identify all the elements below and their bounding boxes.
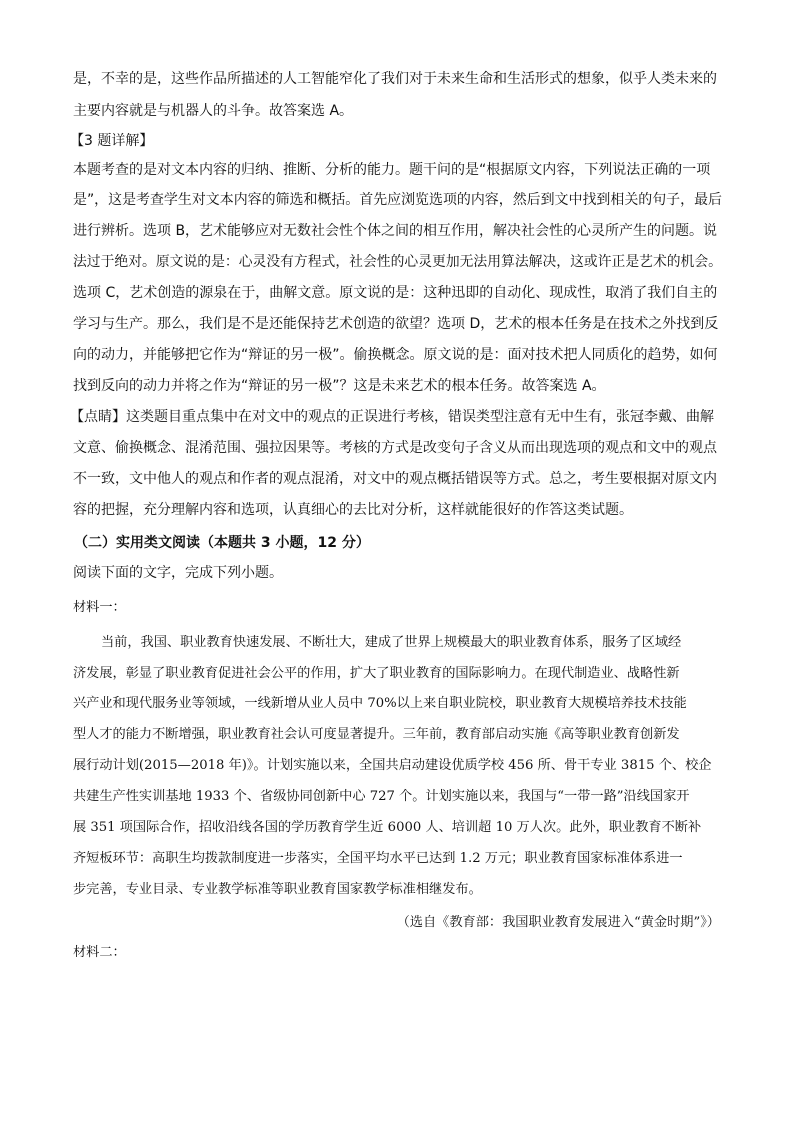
q3-line: 法过于绝对。原文说的是：心灵没有方程式，社会性的心灵更加无法用算法解决，这或许正是艺术的机会。	[73, 254, 722, 270]
material-one-line: 型人才的能力不断增强，职业教育社会认可度显著提升。三年前，教育部启动实施《高等职业教育创新发	[73, 727, 680, 742]
dianjing-line: 不一致，文中他人的观点和作者的观点混淆，对文中的观点概括错误等方式。总之，考生要根据对原文内	[73, 471, 717, 487]
q3-line: 找到反向的动力并将之作为“辩证的另一极”？这是未来艺术的根本任务。故答案选 A。	[73, 378, 606, 394]
q3-line: 进行辨析。选项 B，艺术能够应对无数社会性个体之间的相互作用，解决社会性的心灵所产生的问题。说	[73, 223, 718, 239]
material-one-line: 济发展，彰显了职业教育促进社会公平的作用，扩大了职业教育的国际影响力。在现代制造业、战略性新	[73, 666, 680, 681]
material-one-line: 展 351 项国际合作，招收沿线各国的学历教育学生近 6000 人、培训超 10 万人次。此外，职业教育不断补	[73, 820, 702, 835]
q3-line: 选项 C，艺术创造的源泉在于，曲解文意。原文说的是：这种迅即的自动化、现成性，取消了我们自主的	[73, 285, 718, 301]
material-one-line: 当前，我国、职业教育快速发展、不断壮大，建成了世界上规模最大的职业教育体系，服务了区域经	[101, 635, 682, 650]
section-heading: （二）实用类文阅读（本题共 3 小题，12 分）	[74, 535, 370, 551]
dianjing-line: 【点睛】这类题目重点集中在对文中的观点的正误进行考核，错误类型注意有无中生有，张冠李戴、曲解	[70, 409, 714, 425]
material-one-line: 齐短板环节：高职生均拨款制度进一步落实，全国平均水平已达到 1.2 万元；职业教育国家标准体系进一	[73, 851, 683, 866]
q3-line: 是”，这是考查学生对文本内容的筛选和概括。首先应浏览选项的内容，然后到文中找到相关的句子，最后	[73, 192, 722, 208]
material-one-label: 材料一：	[73, 600, 126, 615]
dianjing-line: 容的把握，充分理解内容和选项，认真细心的去比对分析，这样就能很好的作答这类试题。	[73, 502, 633, 518]
q3-heading: 【3 题详解】	[70, 133, 154, 149]
dianjing-line: 文意、偷换概念、混淆范围、强拉因果等。考核的方式是改变句子含义从而出现选项的观点和文中的观点	[73, 440, 717, 456]
material-one-line: 兴产业和现代服务业等领域，一线新增从业人员中 70%以上来自职业院校，职业教育大规模培养技术技能	[73, 696, 687, 711]
q3-line: 向的动力，并能够把它作为“辩证的另一极”。偷换概念。原文说的是：面对技术把人同质化的趋势，如何	[73, 347, 718, 363]
material-one-source: （选自《教育部：我国职业教育发展进入“黄金时期”》）	[396, 915, 720, 930]
section-instruction: 阅读下面的文字，完成下列小题。	[73, 565, 283, 581]
material-one-line: 展行动计划(2015—2018 年)》。计划实施以来，全国共启动建设优质学校 456 所、骨干专业 3815 个、校企	[73, 758, 712, 773]
q3-line: 本题考查的是对文本内容的归纳、推断、分析的能力。题干问的是“根据原文内容，下列说法正确的一项	[73, 162, 711, 178]
q3-line: 学习与生产。那么，我们是不是还能保持艺术创造的欲望？选项 D，艺术的根本任务是在技术之外找到反	[73, 316, 719, 332]
material-one-line: 步完善，专业目录、专业教学标准等职业教育国家教学标准相继发布。	[73, 882, 482, 897]
prev-answer-line-2: 主要内容就是与机器人的斗争。故答案选 A。	[73, 103, 354, 119]
prev-answer-line-1: 是，不幸的是，这些作品所描述的人工智能窄化了我们对于未来生命和生活形式的想象，似乎人类未来的	[73, 71, 717, 87]
material-one-line: 共建生产性实训基地 1933 个、省级协同创新中心 727 个。计划实施以来，我国与“一带一路”沿线国家开	[73, 789, 690, 804]
material-two-label: 材料二：	[73, 945, 126, 960]
